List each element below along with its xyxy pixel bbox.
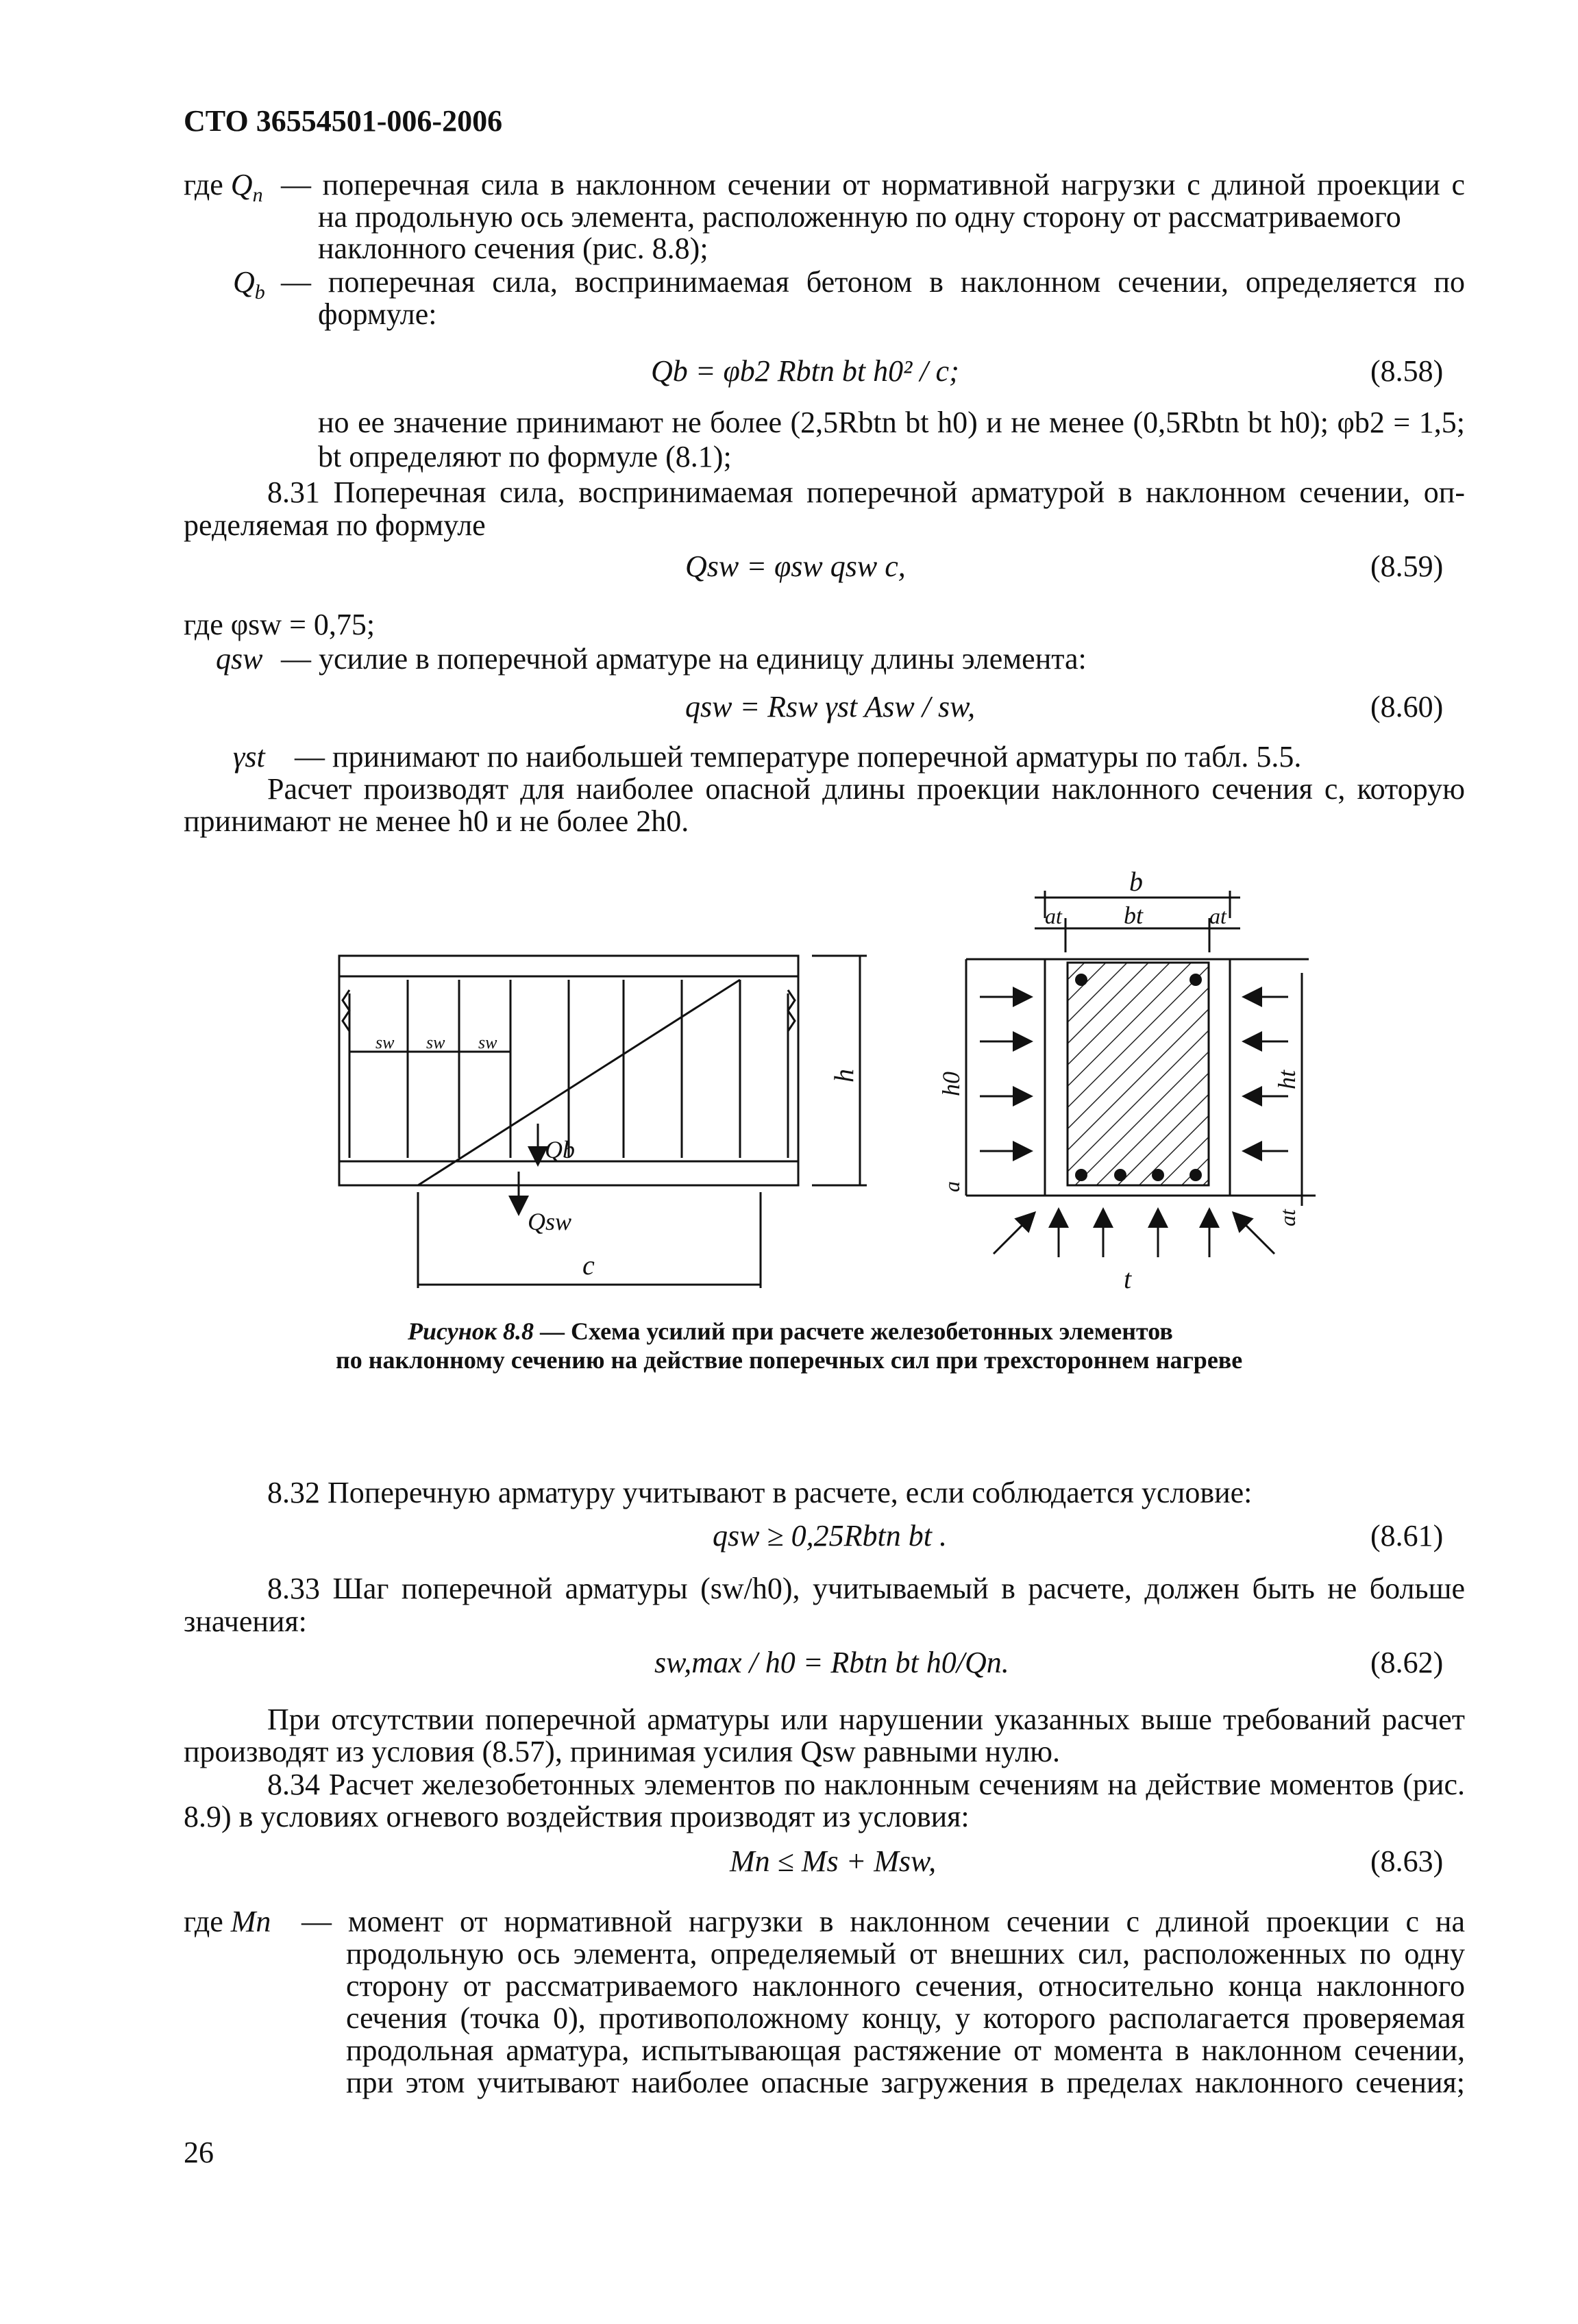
heat-arrow-bottom [1233, 1213, 1274, 1254]
mn-definition-line2: продольную ось элемента, определяемый от внешних сил, расположенных по одну [346, 1937, 1465, 1970]
equation-8-62: sw,max / h0 = Rbtn bt h0/Qn. [654, 1646, 1009, 1679]
qn-definition-line2: на продольную ось элемента, расположенную по одну сторону от рассматриваемого [318, 200, 1401, 234]
paragraph-8-32: 8.32 Поперечную арматуру учитывают в расчете, если соблюдается условие: [267, 1476, 1253, 1509]
paragraph-8-34-line2: 8.9) в условиях огневого воздействия производят из условия: [184, 1800, 970, 1833]
label-at-bottom: at [1275, 1209, 1300, 1226]
qb-note-line2: bt определяют по формуле (8.1); [318, 440, 732, 473]
paragraph-8-34-line1: 8.34 Расчет железобетонных элементов по наклонным сечениям на действие моментов (рис. [267, 1768, 1465, 1801]
beam-side-view [339, 956, 867, 1288]
label-sw-2: sw [426, 1033, 445, 1052]
rebar-dot [1189, 974, 1202, 986]
absent-line1: При отсутствии поперечной арматуры или нарушении указанных выше требований расчет [267, 1703, 1465, 1736]
paragraph-8-31-line1: 8.31 Поперечная сила, воспринимаемая поперечной арматурой в наклонном сечении, оп- [267, 475, 1465, 509]
label-bt: bt [1124, 902, 1144, 929]
heat-arrow-bottom [994, 1213, 1035, 1254]
label-c: c [582, 1250, 595, 1281]
phi-sw-value: где φsw = 0,75; [184, 608, 375, 641]
figure-caption-line2: по наклонному сечению на действие поперечных сил при трехстороннем нагреве [336, 1346, 1243, 1374]
mn-definition-line6: при этом учитывают наиболее опасные загружения в пределах наклонного сечения; [346, 2066, 1465, 2099]
equation-8-63: Mn ≤ Ms + Msw, [730, 1844, 937, 1878]
gamma-st-definition: — принимают по наибольшей температуре поперечной арматуры по табл. 5.5. [295, 740, 1302, 774]
paragraph-8-31-line2: ределяемая по формуле [184, 508, 486, 542]
qb-definition-line1: — поперечная сила, воспринимаемая бетоном в наклонном сечении, определяется по [281, 265, 1465, 299]
mn-definition-line5: продольная арматура, испытывающая растяжение от момента в наклонном сечении, [346, 2034, 1465, 2067]
qb-definition-line2: формуле: [318, 297, 437, 331]
equation-8-58: Qb = φb2 Rbtn bt h0² / c; [651, 354, 959, 388]
cross-section-view [966, 891, 1316, 1257]
paragraph-8-33-line2: значения: [184, 1605, 307, 1638]
rebar-dot [1189, 1169, 1202, 1181]
label-sw-3: sw [478, 1033, 497, 1052]
calc-line2: принимают не менее h0 и не более 2h0. [184, 804, 689, 838]
equation-8-61: qsw ≥ 0,25Rbtn bt . [713, 1519, 947, 1553]
qn-prefix: где $Q_n$ [184, 168, 263, 206]
rebar-dot [1075, 1169, 1087, 1181]
gamma-st-term: γst [233, 740, 265, 774]
mn-term: где Mn [184, 1905, 271, 1938]
label-h0: h0 [937, 1072, 965, 1096]
mn-definition-line4: сечения (точка 0), противоположному концу, у которого располагается проверяемая [346, 2001, 1465, 2035]
label-at-left: at [1045, 904, 1062, 928]
rebar-dot [1152, 1169, 1164, 1181]
calc-line1: Расчет производят для наиболее опасной длины проекции наклонного сечения c, которую [267, 772, 1465, 806]
equation-8-62-number: (8.62) [1370, 1646, 1444, 1679]
equation-8-59-number: (8.59) [1370, 549, 1444, 583]
qb-note-line1: но ее значение принимают не более (2,5Rbtn bt h0) и не менее (0,5Rbtn bt h0); φb2 = 1,5; [318, 406, 1465, 439]
absent-line2: производят из условия (8.57), принимая усилия Qsw равными нулю. [184, 1735, 1061, 1768]
label-sw-1: sw [375, 1033, 395, 1052]
label-qb: Qb [545, 1136, 575, 1163]
label-at-right: at [1209, 904, 1226, 928]
qsw-term: qsw [216, 642, 263, 676]
label-ht: ht [1273, 1070, 1300, 1089]
rebar-dot [1075, 974, 1087, 986]
equation-8-60-number: (8.60) [1370, 690, 1444, 724]
equation-8-60: qsw = Rsw γst Asw / sw, [685, 690, 976, 724]
label-qsw: Qsw [528, 1208, 572, 1235]
mn-definition-line1: — момент от нормативной нагрузки в наклонном сечении с длиной проекции c на [301, 1905, 1465, 1938]
document-code: СТО 36554501-006-2006 [184, 104, 503, 138]
mn-definition-line3: сторону от рассматриваемого наклонного сечения, относительно конца наклонного [346, 1969, 1465, 2003]
label-h: h [828, 1069, 859, 1083]
equation-8-59: Qsw = φsw qsw c, [685, 549, 906, 583]
qsw-definition: — усилие в поперечной арматуре на единицу длины элемента: [281, 642, 1087, 676]
rebar-dot [1114, 1169, 1126, 1181]
paragraph-8-33-line1: 8.33 Шаг поперечной арматуры (sw/h0), учитываемый в расчете, должен быть не больше [267, 1572, 1465, 1605]
label-a: a [939, 1181, 964, 1192]
section-hatched-core [1068, 963, 1209, 1185]
qb-term: $Q_b$ [233, 265, 265, 304]
label-t: t [1124, 1263, 1132, 1294]
figure-caption-line1: Рисунок 8.8 — Схема усилий при расчете железобетонных элементов [408, 1318, 1173, 1345]
equation-8-63-number: (8.63) [1370, 1844, 1444, 1878]
inclined-section-line [418, 980, 740, 1185]
equation-8-58-number: (8.58) [1370, 354, 1444, 388]
qn-definition-line3: наклонного сечения (рис. 8.8); [318, 232, 708, 265]
equation-8-61-number: (8.61) [1370, 1519, 1444, 1553]
page-number: 26 [184, 2136, 214, 2169]
label-b: b [1129, 866, 1143, 897]
qn-definition-line1: — поперечная сила в наклонном сечении от нормативной нагрузки с длиной проекции c [281, 168, 1465, 201]
